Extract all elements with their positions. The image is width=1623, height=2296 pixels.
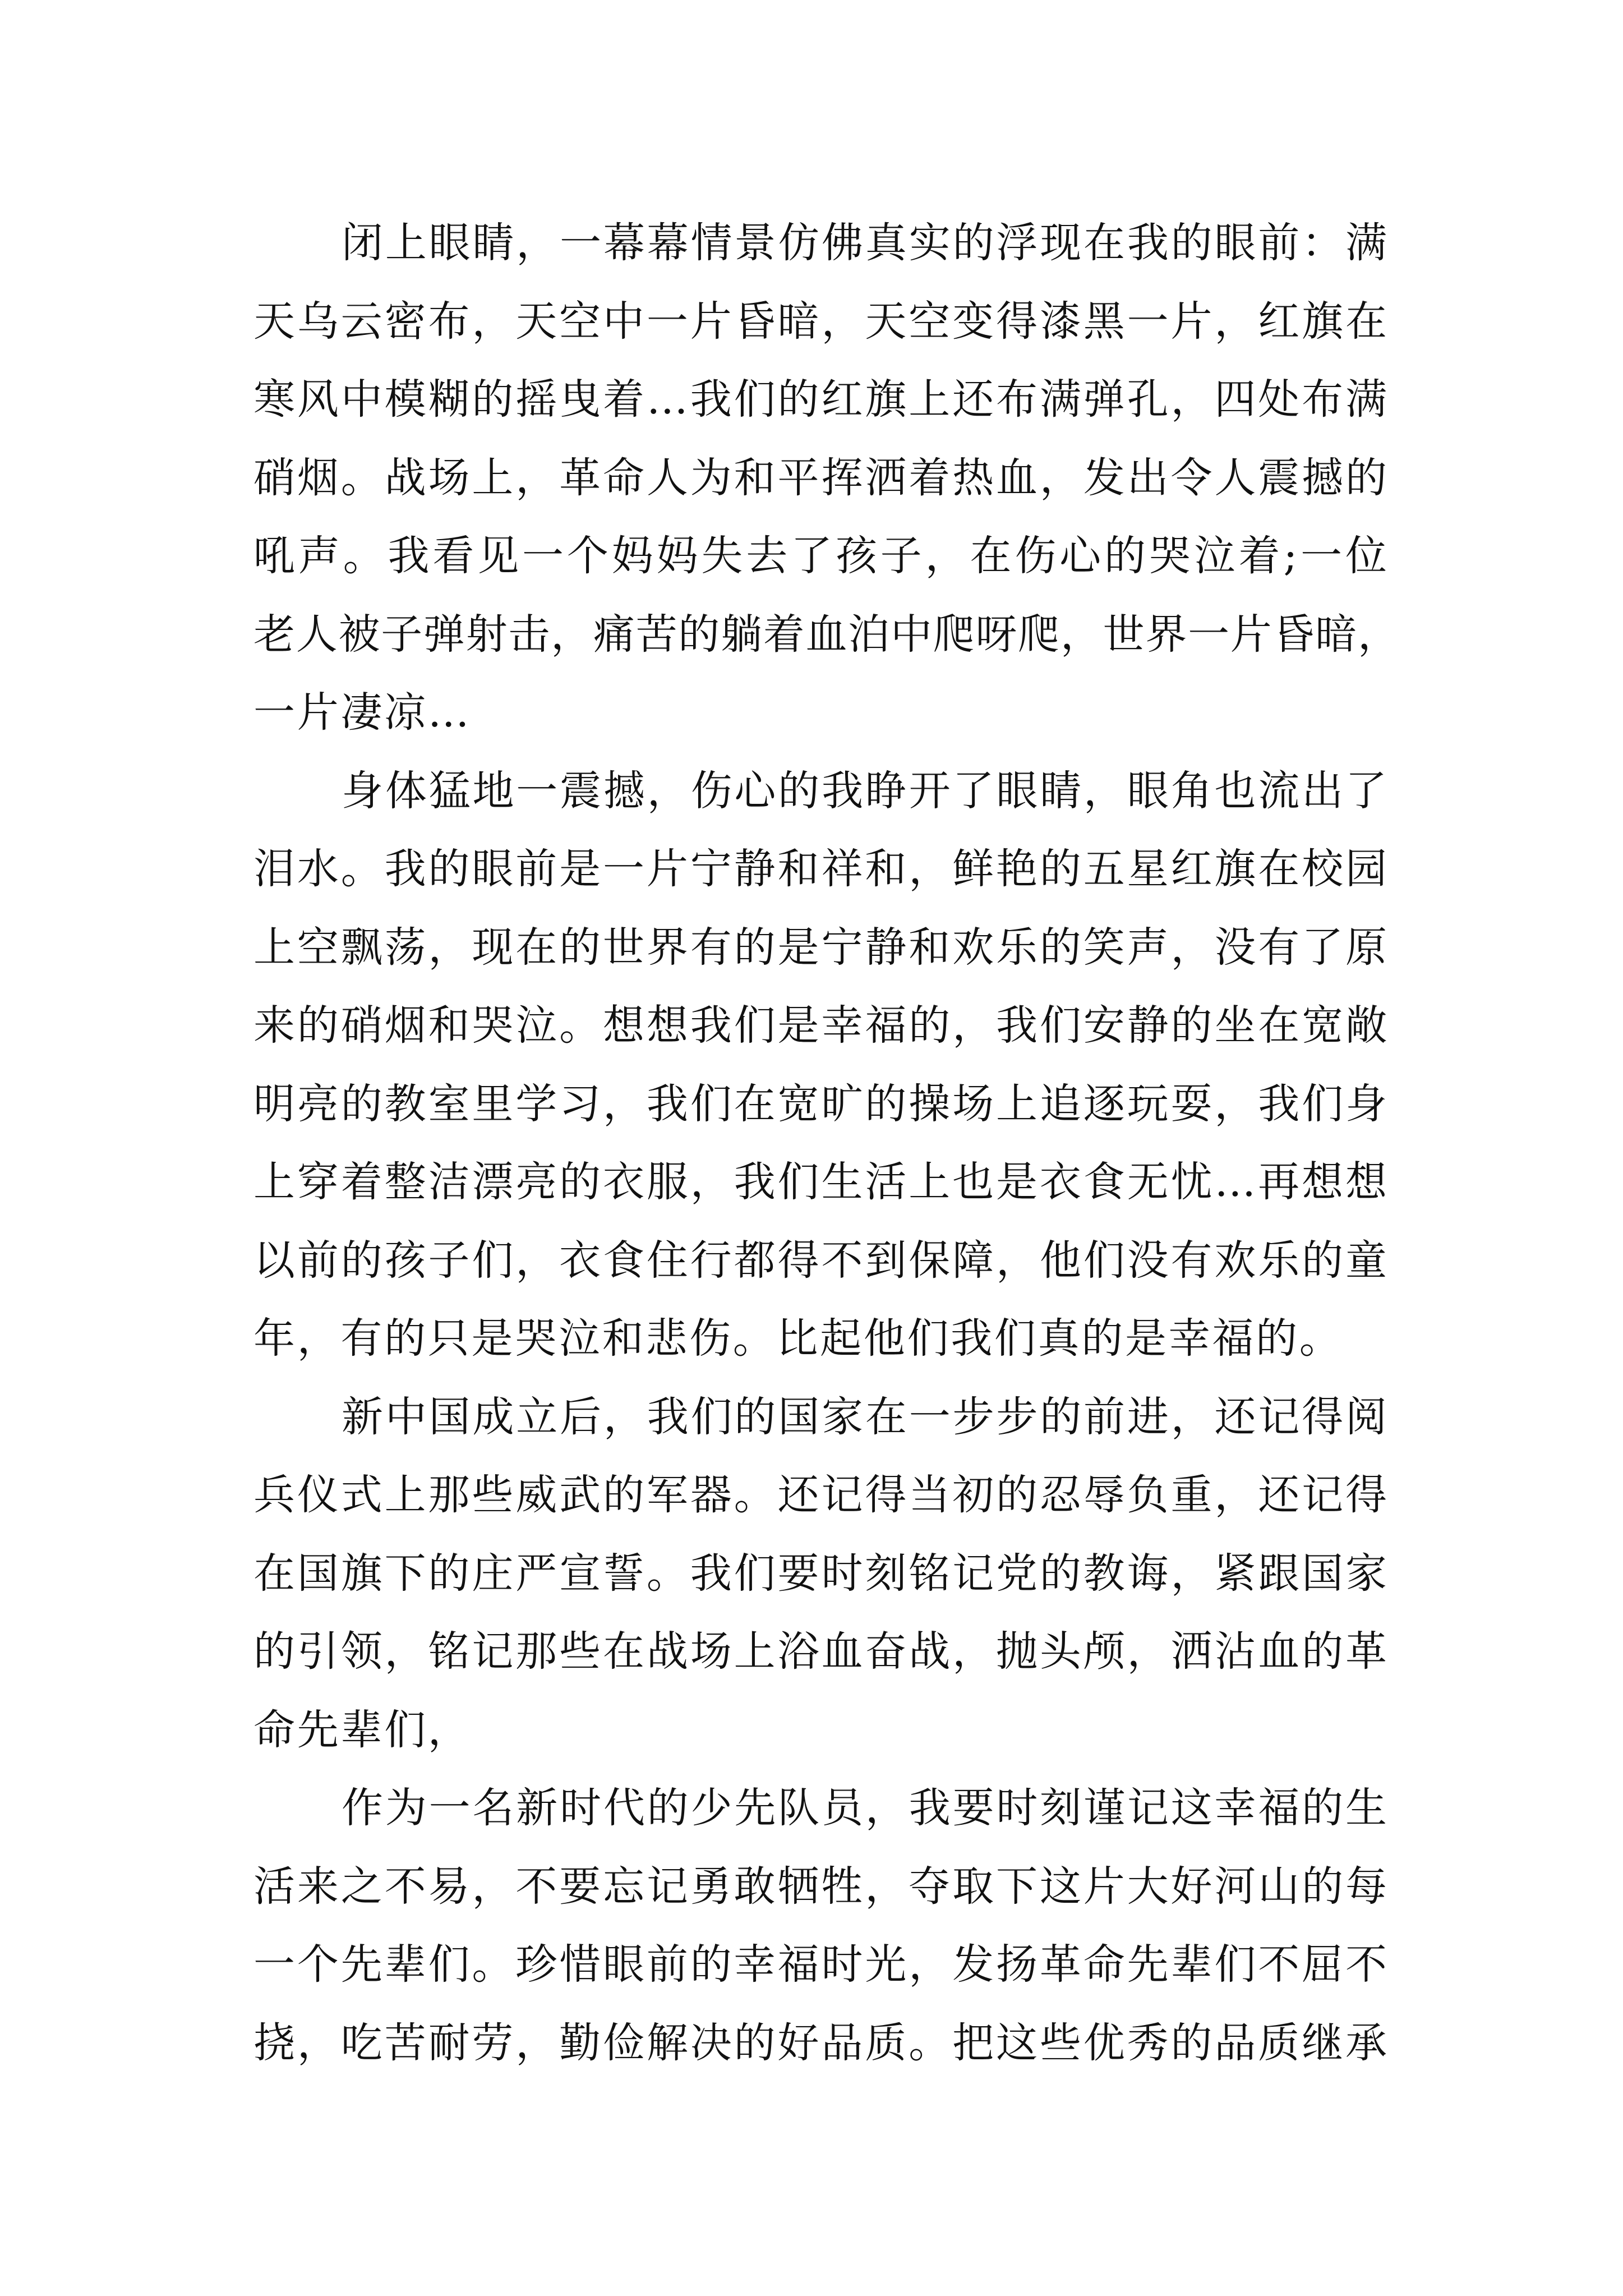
paragraph-line: 上空飘荡，现在的世界有的是宁静和欢乐的笑声，没有了原 [253,923,1387,972]
paragraph-1 [253,204,1399,752]
paragraph-line: 活来之不易，不要忘记勇敢牺牲，夺取下这片大好河山的每 [253,1862,1387,1911]
document-body [253,204,1399,2082]
paragraph-line: 天乌云密布，天空中一片昏暗，天空变得漆黑一片，红旗在 [253,297,1387,346]
paragraph-line: 吼声。我看见一个妈妈失去了孩子，在伤心的哭泣着;一位 [253,532,1387,580]
paragraph-4 [253,1769,1387,2082]
paragraph-line: 一个先辈们。珍惜眼前的幸福时光，发扬革命先辈们不屈不 [253,1940,1387,1989]
paragraph-line: 年，有的只是哭泣和悲伤。比起他们我们真的是幸福的。 [253,1314,1343,1363]
paragraph-line: 在国旗下的庄严宣誓。我们要时刻铭记党的教诲，紧跟国家 [253,1549,1387,1598]
paragraph-line: 明亮的教室里学习，我们在宽旷的操场上追逐玩耍，我们身 [253,1079,1387,1128]
paragraph-line: 命先辈们， [253,1705,472,1754]
paragraph-line: 一片凄凉… [253,688,472,737]
paragraph-line: 挠，吃苦耐劳，勤俭解决的好品质。把这些优秀的品质继承 [253,2018,1387,2067]
paragraph-line: 老人被子弹射击，痛苦的躺着血泊中爬呀爬，世界一片昏暗， [253,610,1399,659]
paragraph-line: 新中国成立后，我们的国家在一步步的前进，还记得阅 [342,1392,1387,1441]
paragraph-line: 上穿着整洁漂亮的衣服，我们生活上也是衣食无忧…再想想 [253,1158,1387,1206]
paragraph-2 [253,752,1387,1378]
paragraph-line: 闭上眼睛，一幕幕情景仿佛真实的浮现在我的眼前：满 [342,219,1387,267]
paragraph-line: 兵仪式上那些威武的军器。还记得当初的忍辱负重，还记得 [253,1471,1387,1519]
paragraph-line: 泪水。我的眼前是一片宁静和祥和，鲜艳的五星红旗在校园 [253,845,1387,893]
paragraph-line: 作为一名新时代的少先队员，我要时刻谨记这幸福的生 [342,1784,1387,1832]
paragraph-line: 寒风中模糊的摇曳着…我们的红旗上还布满弹孔，四处布满 [253,375,1387,424]
paragraph-line: 以前的孩子们，衣食住行都得不到保障，他们没有欢乐的童 [253,1236,1387,1285]
paragraph-3 [253,1378,1387,1770]
paragraph-line: 来的硝烟和哭泣。想想我们是幸福的，我们安静的坐在宽敞 [253,1001,1387,1050]
paragraph-line: 身体猛地一震撼，伤心的我睁开了眼睛，眼角也流出了 [342,766,1387,815]
paragraph-line: 的引领，铭记那些在战场上浴血奋战，抛头颅，洒沾血的革 [253,1627,1387,1676]
paragraph-line: 硝烟。战场上，革命人为和平挥洒着热血，发出令人震撼的 [253,453,1387,502]
